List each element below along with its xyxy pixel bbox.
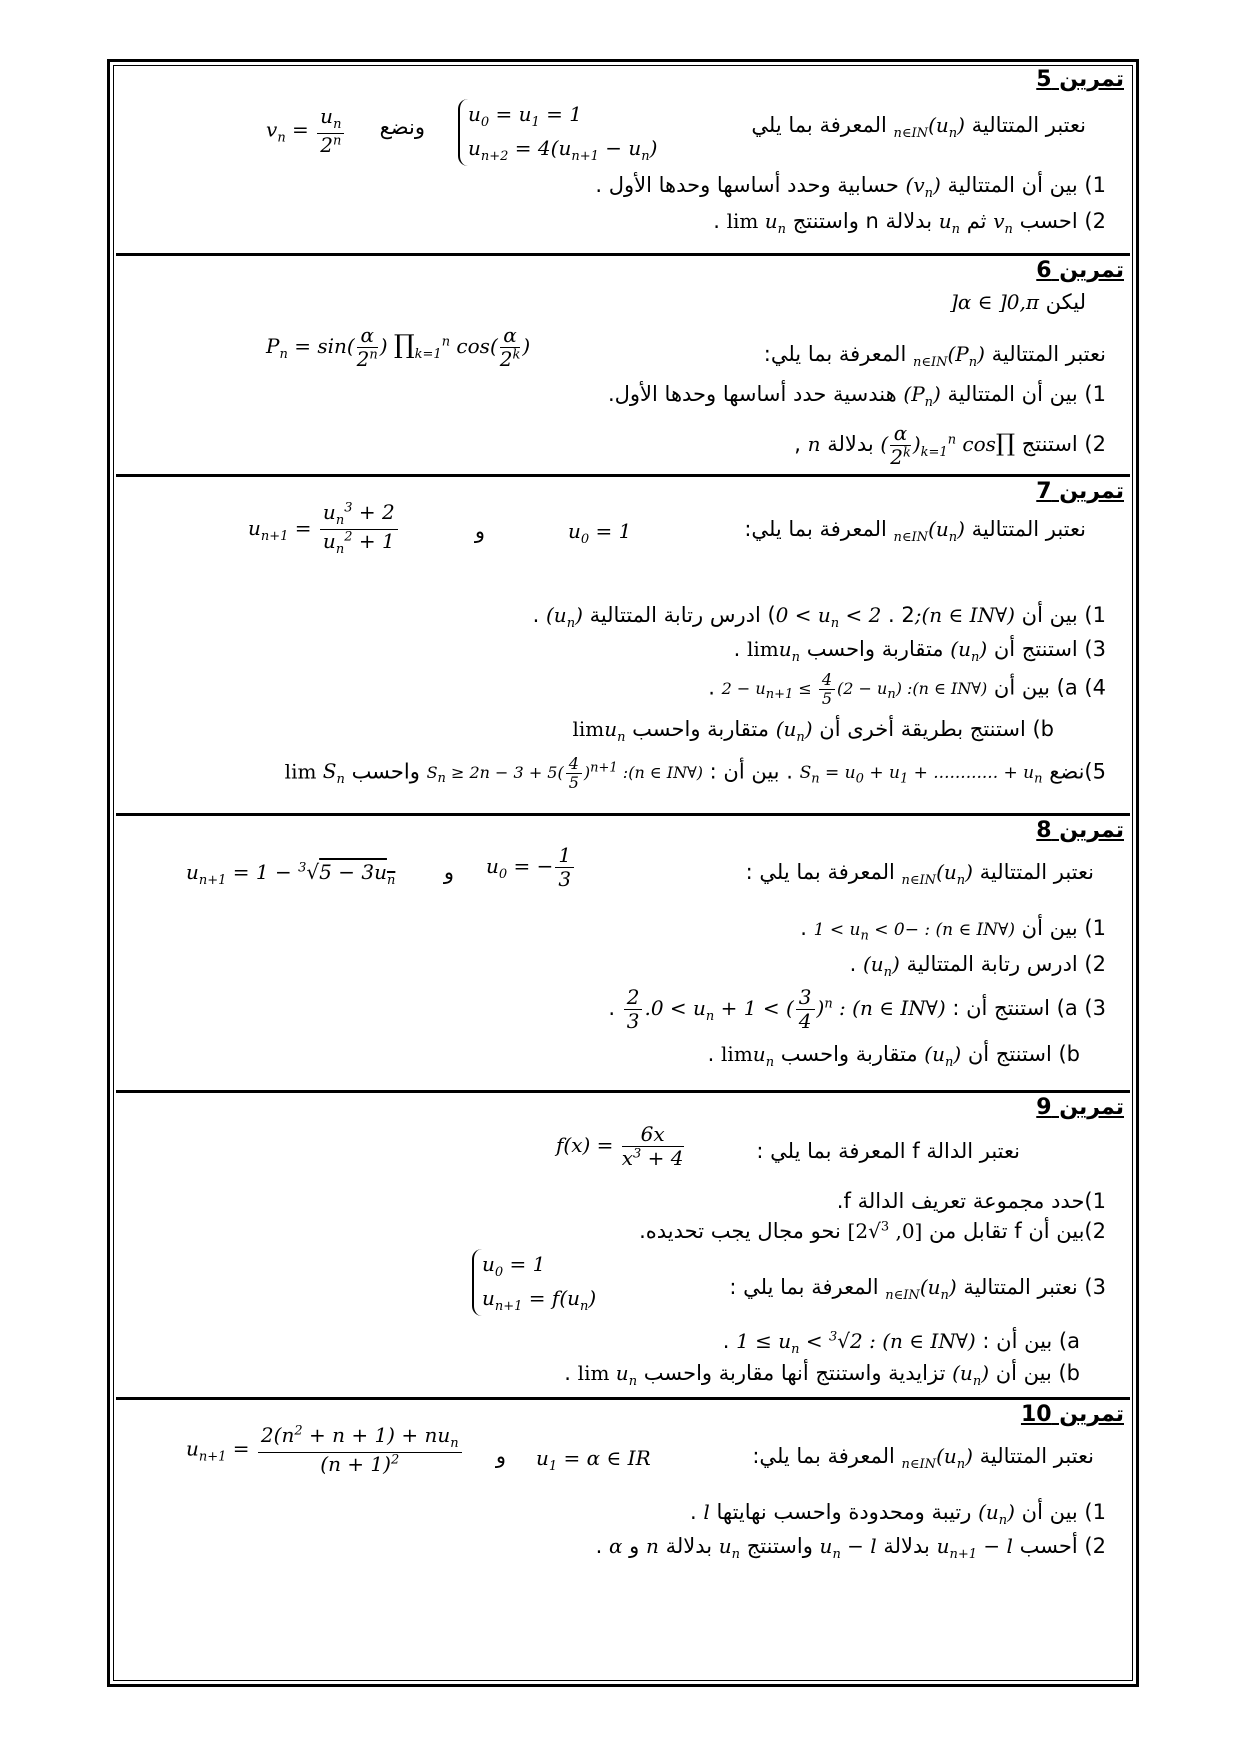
- exercise-sheet: [107, 59, 1139, 1687]
- ex9-qb: b) بين أن $(u_n)$ تزايدية واستنتج أنها مقاربة واحسب $\lim u_n$ .: [564, 1361, 1080, 1389]
- exercise-8: [116, 816, 1130, 1093]
- ex7-q4a: 4) a) بين أن (∀n ∈ IN): $2 - u_{n+1}$ ≤ $\frac{4}{5}$ $(2 - u_n)$ .: [708, 670, 1106, 709]
- ex7-q1: 1) بين أن (∀n ∈ IN);0 < $u_n < 2$ . 2) ادرس رتابة المتتالية $(u_n)$ .: [532, 603, 1106, 631]
- ex9-recurrence: $u_0 = 1$ $u_{n+1} = f(u_n)$: [472, 1249, 596, 1316]
- ex9-q1: 1)حدد مجموعة تعريف الدالة f.: [836, 1189, 1106, 1213]
- ex7-u0: $u_0 = 1$: [568, 519, 632, 547]
- ex5-recurrence: $u_0 = u_1 = 1$ $u_{n+2} = 4(u_{n+1} - u_n)$: [458, 99, 657, 166]
- ex9-intro: نعتبر الدالة f المعرفة بما يلي :: [756, 1139, 1020, 1163]
- ex10-recurrence: $u_{n+1}$ = $2(n^2 + n + 1) + nu_n$ $(n + 1)^2$: [186, 1424, 464, 1476]
- ex6-intro: نعتبر المتتالية $(P_n)_{n\in IN}$ المعرفة بما يلي:: [763, 342, 1106, 370]
- ex7-q5: 5)نضع $S_n = u_0 + u_1$ + ............ + $u_n$ . بين أن : (∀n ∈ IN): $S_n \ge 2n - 3 + 5$( $\frac{4}{5}$ )$^{n+1}$ واحسب $\lim S_n$: [284, 754, 1106, 793]
- ex5-q1: 1) بين أن المتتالية $(v_n)$ حسابية وحدد أساسها وحدها الأول .: [595, 173, 1106, 201]
- ex7-and: و: [474, 519, 485, 543]
- ex8-q1: 1) بين أن (∀n ∈ IN) : $-1 < u_n < 0$ .: [800, 916, 1106, 944]
- exercise-title: تمرين 10: [1020, 1402, 1124, 1427]
- exercise-title: تمرين 7: [1036, 479, 1124, 504]
- ex5-set: ونضع: [379, 115, 425, 139]
- ex9-qa: a) بين أن : (∀n ∈ IN) : $1 \le u_n < ^3√2$ .: [722, 1329, 1080, 1357]
- ex8-u0: $u_0$ = − $\frac{1}{3}$: [486, 844, 576, 891]
- exercise-10: [116, 1400, 1130, 1680]
- ex10-intro: نعتبر المتتالية $(u_n)_{n\in IN}$ المعرفة بما يلي:: [752, 1444, 1094, 1472]
- exercise-title: تمرين 6: [1036, 258, 1124, 283]
- ex5-intro: نعتبر المتتالية $(u_n)_{n\in IN}$ المعرفة بما يلي: [751, 113, 1086, 141]
- ex8-q3a: 3) a) استنتج أن : (∀n ∈ IN) : $0 < u_n + 1$ < ( $\frac{3}{4}$ )$^n$. $\frac{2}{3}$ .: [608, 985, 1106, 1033]
- ex5-q2: 2) احسب $v_n$ ثم $u_n$ بدلالة n واستنتج $\lim u_n$ .: [713, 209, 1106, 237]
- exercise-9: [116, 1093, 1130, 1400]
- ex10-q2: 2) أحسب $u_{n+1} - l$ بدلالة $u_n - l$ واستنتج $u_n$ بدلالة n و α .: [595, 1534, 1106, 1562]
- ex7-recurrence: $u_{n+1}$ = $\frac{u_n^3 + 2}{u_n^2 + 1}$: [248, 501, 400, 558]
- ex5-vn-def: $v_n$ = $\frac{u_n}{2^n}$: [266, 105, 346, 157]
- ex9-q2: 2)بين أن f تقابل من [0, $^3$√2] نحو مجال يجب تحديده.: [639, 1219, 1106, 1243]
- exercise-title: تمرين 8: [1036, 818, 1124, 843]
- ex8-q2: 2) ادرس رتابة المتتالية $(u_n)$ .: [849, 952, 1106, 980]
- ex10-u1: $u_1 = \alpha$ ∈ IR: [536, 1446, 651, 1474]
- ex7-q4b: b) استنتج بطريقة أخرى أن $(u_n)$ متقاربة واحسب limu$_n$: [572, 717, 1054, 745]
- ex6-q1: 1) بين أن المتتالية $(P_n)$ هندسية حدد أساسها وحدها الأول.: [607, 382, 1106, 410]
- ex7-intro: نعتبر المتتالية $(u_n)_{n\in IN}$ المعرفة بما يلي:: [744, 517, 1086, 545]
- ex8-recurrence: $u_{n+1} = 1 - ^3√5 - 3u_n$: [186, 860, 396, 888]
- ex6-let: ليكن α ∈ ]0,π[: [950, 290, 1086, 314]
- ex10-and: و: [495, 1444, 506, 1468]
- exercise-7: [116, 477, 1130, 816]
- exercise-6: [116, 256, 1130, 477]
- ex8-q3b: b) استنتج أن $(u_n)$ متقاربة واحسب limu$_n$ .: [707, 1042, 1080, 1070]
- ex8-intro: نعتبر المتتالية $(u_n)_{n\in IN}$ المعرفة بما يلي :: [745, 860, 1094, 888]
- ex10-q1: 1) بين أن $(u_n)$ رتيبة ومحدودة واحسب نهايتها l .: [690, 1500, 1106, 1528]
- ex7-q3: 3) استنتج أن $(u_n)$ متقاربة واحسب limu$_n$ .: [733, 637, 1106, 665]
- ex6-q2: 2) استنتج $\prod_{k=1}^n$ cos( $\frac{\alpha}{2^k}$ ) بدلالة n ,: [794, 421, 1106, 469]
- ex8-and: و: [443, 860, 454, 884]
- exercise-5: [116, 65, 1130, 256]
- exercise-title: تمرين 5: [1036, 67, 1124, 92]
- exercise-title: تمرين 9: [1036, 1095, 1124, 1120]
- ex9-q3: 3) نعتبر المتتالية $(u_n)_{n\in IN}$ المعرفة بما يلي :: [729, 1275, 1106, 1303]
- ex6-pn-def: $P_n = \sin$( $\frac{\alpha}{2^n}$ ) $\prod_{k=1}^n$ cos( $\frac{\alpha}{2^k}$ ): [266, 323, 531, 371]
- ex9-f-def: f(x) = $\frac{6x}{x^3 + 4}$: [556, 1122, 684, 1170]
